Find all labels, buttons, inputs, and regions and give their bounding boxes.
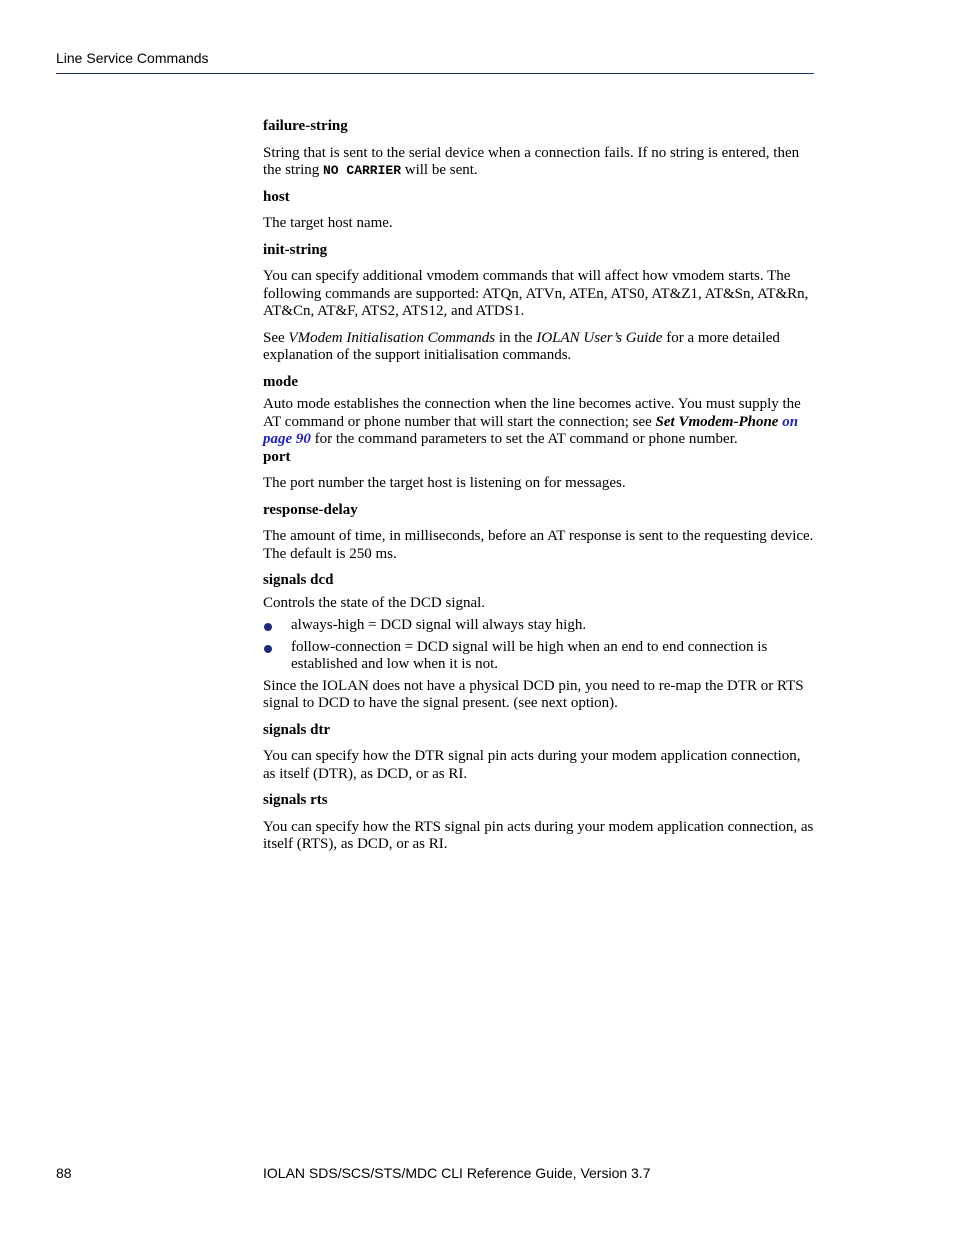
- running-header: Line Service Commands: [56, 50, 209, 66]
- term-mode: mode: [263, 373, 298, 390]
- users-guide-ref: IOLAN User’s Guide: [536, 329, 663, 346]
- no-carrier-code: NO CARRIER: [323, 163, 402, 178]
- term-port: port: [263, 448, 291, 465]
- term-init-string: init-string: [263, 241, 328, 258]
- header-rule: [56, 73, 814, 74]
- failure-string-text-b: will be sent.: [401, 162, 478, 178]
- page-number: 88: [56, 1165, 72, 1181]
- footer-doc-title: IOLAN SDS/SCS/STS/MDC CLI Reference Guide, Version 3.7: [263, 1165, 651, 1181]
- failure-string-text-a: String that is sent to the serial device when a connection fails. If no string is entered, then the string: [263, 144, 800, 178]
- response-delay-description: The amount of time, in milliseconds, before an AT response is sent to the requesting device. The default is 250 ms.: [263, 528, 814, 562]
- signals-dcd-description: Controls the state of the DCD signal.: [263, 594, 486, 611]
- list-item: [263, 639, 815, 674]
- mode-text-b: for the command parameters to set the AT command or phone number.: [310, 431, 738, 447]
- failure-string-description: [263, 145, 815, 180]
- term-signals-dtr: signals dtr: [263, 721, 331, 738]
- port-description: The port number the target host is listening on for messages.: [263, 475, 626, 491]
- term-signals-dcd: signals dcd: [263, 572, 334, 588]
- term-response-delay: response-delay: [263, 501, 358, 518]
- set-vmodem-phone-ref: Set Vmodem-Phone: [655, 413, 779, 430]
- dcd-option-follow-connection: follow-connection = DCD signal will be high when an end to end connection is established and low when it is not.: [291, 638, 768, 672]
- dcd-option-always-high: always-high = DCD signal will always stay high.: [291, 617, 587, 633]
- signals-rts-description: You can specify how the RTS signal pin acts during your modem application connection, as itself (RTS), as DCD, or as RI.: [263, 818, 814, 852]
- page-content: [263, 118, 815, 863]
- init-string-description: You can specify additional vmodem commands that will affect how vmodem starts. The following commands are supported: ATQn, ATVn, ATEn, ATS0, AT&Z1, AT&Sn, AT&Rn, AT&Cn, AT&F, ATS2, ATS12, and ATDS1.: [263, 268, 809, 319]
- mode-text-a: Auto mode establishes the connection when the line becomes active. You must supply the AT command or phone number that will start the connection; see: [263, 396, 801, 430]
- vmodem-init-commands-ref: VModem Initialisation Commands: [288, 329, 496, 346]
- signals-dtr-description: You can specify how the DTR signal pin acts during your modem application connection, as itself (DTR), as DCD, or as RI.: [263, 748, 801, 782]
- mode-description: [263, 396, 815, 449]
- term-host: host: [263, 188, 290, 205]
- term-failure-string: failure-string: [263, 118, 348, 134]
- dcd-options-list: [263, 617, 815, 674]
- term-signals-rts: signals rts: [263, 792, 328, 808]
- see-also-tail: for a more detailed explanation of the support initialisation commands.: [263, 329, 780, 363]
- signals-dcd-note: Since the IOLAN does not have a physical DCD pin, you need to re-map the DTR or RTS signal to DCD to have the signal present. (see next option).: [263, 677, 804, 711]
- see-text: See: [263, 329, 289, 346]
- init-string-see-also: [263, 330, 815, 365]
- bullet-icon: [264, 645, 272, 653]
- host-description: The target host name.: [263, 215, 393, 231]
- in-the-text: in the: [495, 329, 537, 346]
- page-90-link[interactable]: on page 90: [263, 413, 799, 447]
- list-item: [263, 617, 815, 635]
- bullet-icon: [264, 623, 272, 631]
